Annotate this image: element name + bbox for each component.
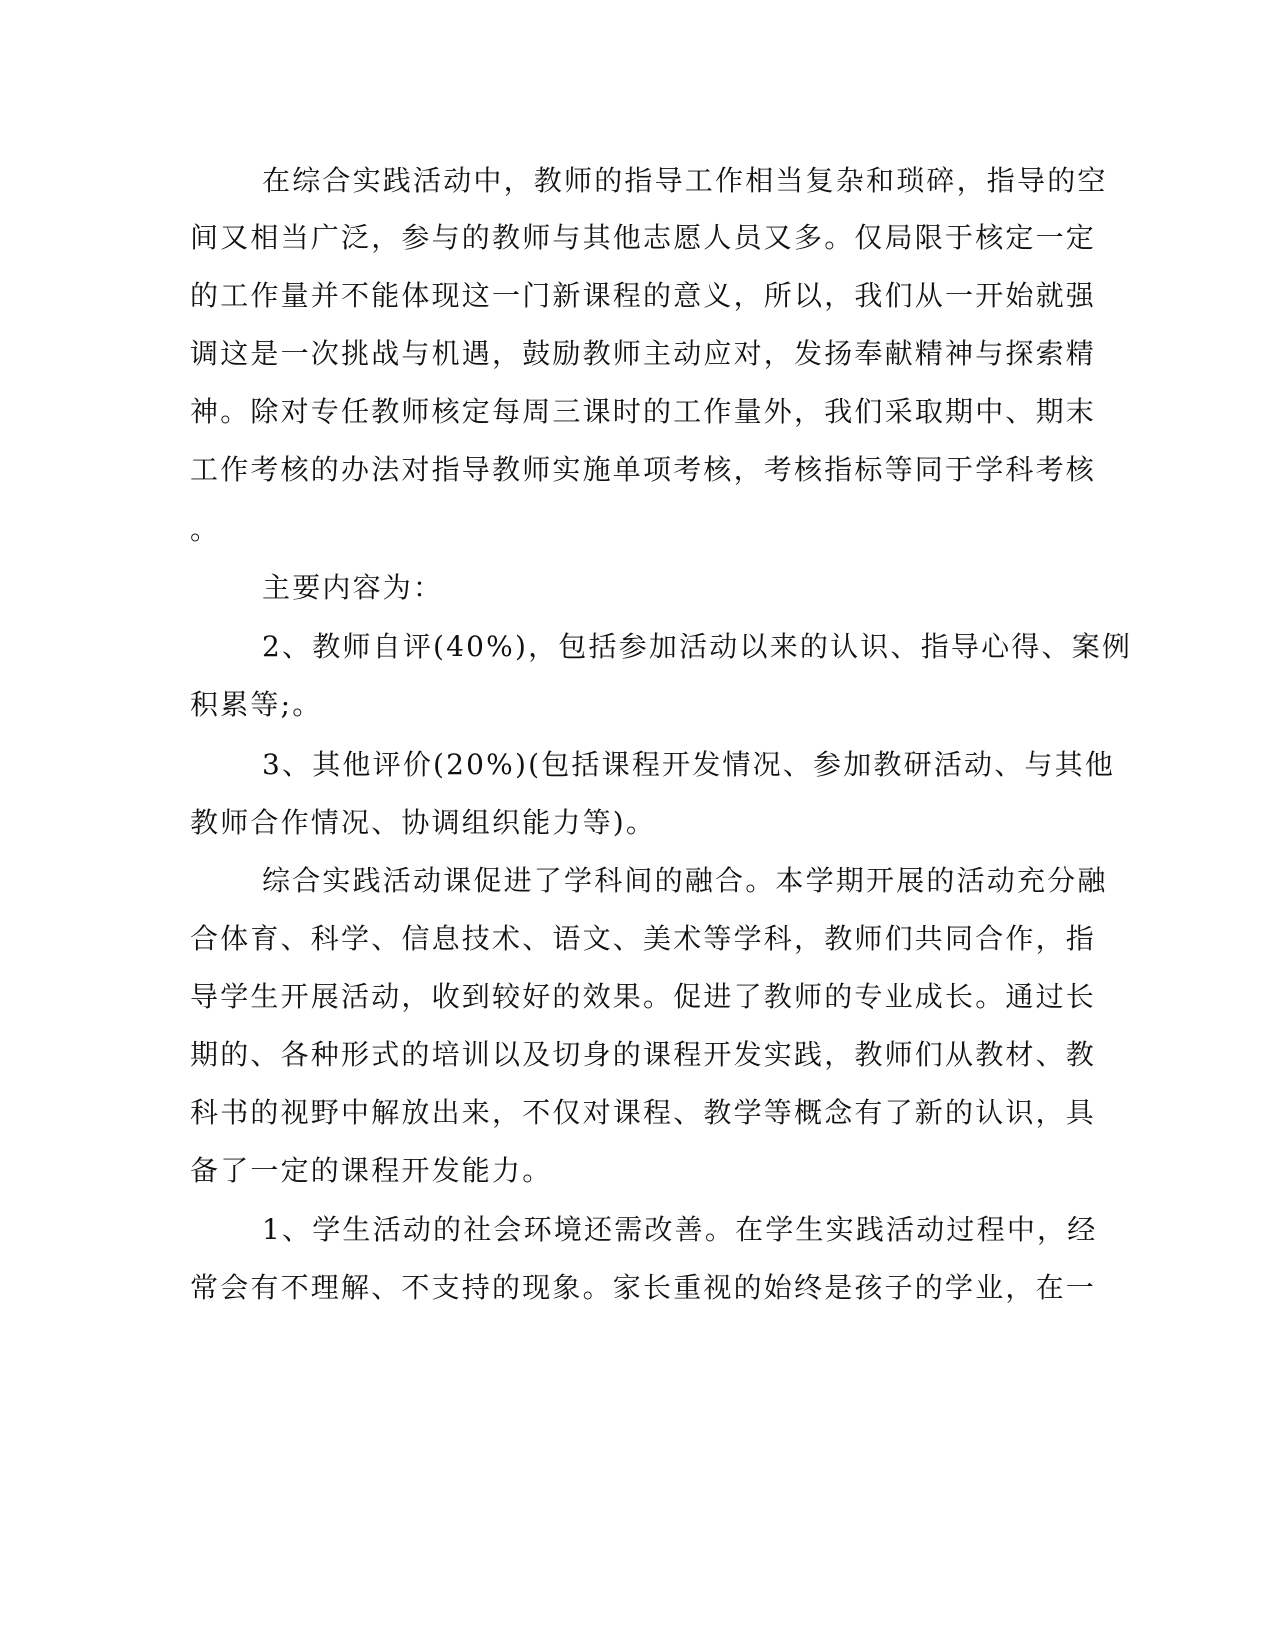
- paragraph-line: 的工作量并不能体现这一门新课程的意义，所以，我们从一开始就强: [190, 279, 1097, 312]
- paragraph-line: 神。除对专任教师核定每周三课时的工作量外，我们采取期中、期末: [190, 395, 1097, 428]
- paragraph-line: 。: [190, 513, 221, 546]
- paragraph-line: 调这是一次挑战与机遇，鼓励教师主动应对，发扬奉献精神与探索精: [190, 337, 1097, 370]
- paragraph-line: 1、学生活动的社会环境还需改善。在学生实践活动过程中，经: [262, 1213, 1098, 1246]
- paragraph-line: 在综合实践活动中，教师的指导工作相当复杂和琐碎，指导的空: [262, 164, 1108, 197]
- paragraph-line: 导学生开展活动，收到较好的效果。促进了教师的专业成长。通过长: [190, 980, 1097, 1013]
- paragraph-line: 工作考核的办法对指导教师实施单项考核，考核指标等同于学科考核: [190, 453, 1097, 486]
- paragraph-line: 科书的视野中解放出来，不仅对课程、教学等概念有了新的认识，具: [190, 1096, 1097, 1129]
- paragraph-line: 积累等;。: [190, 688, 323, 721]
- paragraph-line: 间又相当广泛，参与的教师与其他志愿人员又多。仅局限于核定一定: [190, 221, 1097, 254]
- paragraph-line: 合体育、科学、信息技术、语文、美术等学科，教师们共同合作，指: [190, 922, 1097, 955]
- paragraph-line: 3、其他评价(20%)(包括课程开发情况、参加教研活动、与其他: [262, 748, 1116, 781]
- paragraph-line: 2、教师自评(40%)，包括参加活动以来的认识、指导心得、案例: [262, 630, 1133, 663]
- paragraph-line: 备了一定的课程开发能力。: [190, 1154, 553, 1187]
- paragraph-line: 教师合作情况、协调组织能力等)。: [190, 806, 657, 839]
- paragraph-line: 常会有不理解、不支持的现象。家长重视的始终是孩子的学业，在一: [190, 1271, 1097, 1304]
- paragraph-line: 主要内容为：: [262, 571, 444, 604]
- paragraph-line: 期的、各种形式的培训以及切身的课程开发实践，教师们从教材、教: [190, 1038, 1097, 1071]
- paragraph-line: 综合实践活动课促进了学科间的融合。本学期开展的活动充分融: [262, 864, 1108, 897]
